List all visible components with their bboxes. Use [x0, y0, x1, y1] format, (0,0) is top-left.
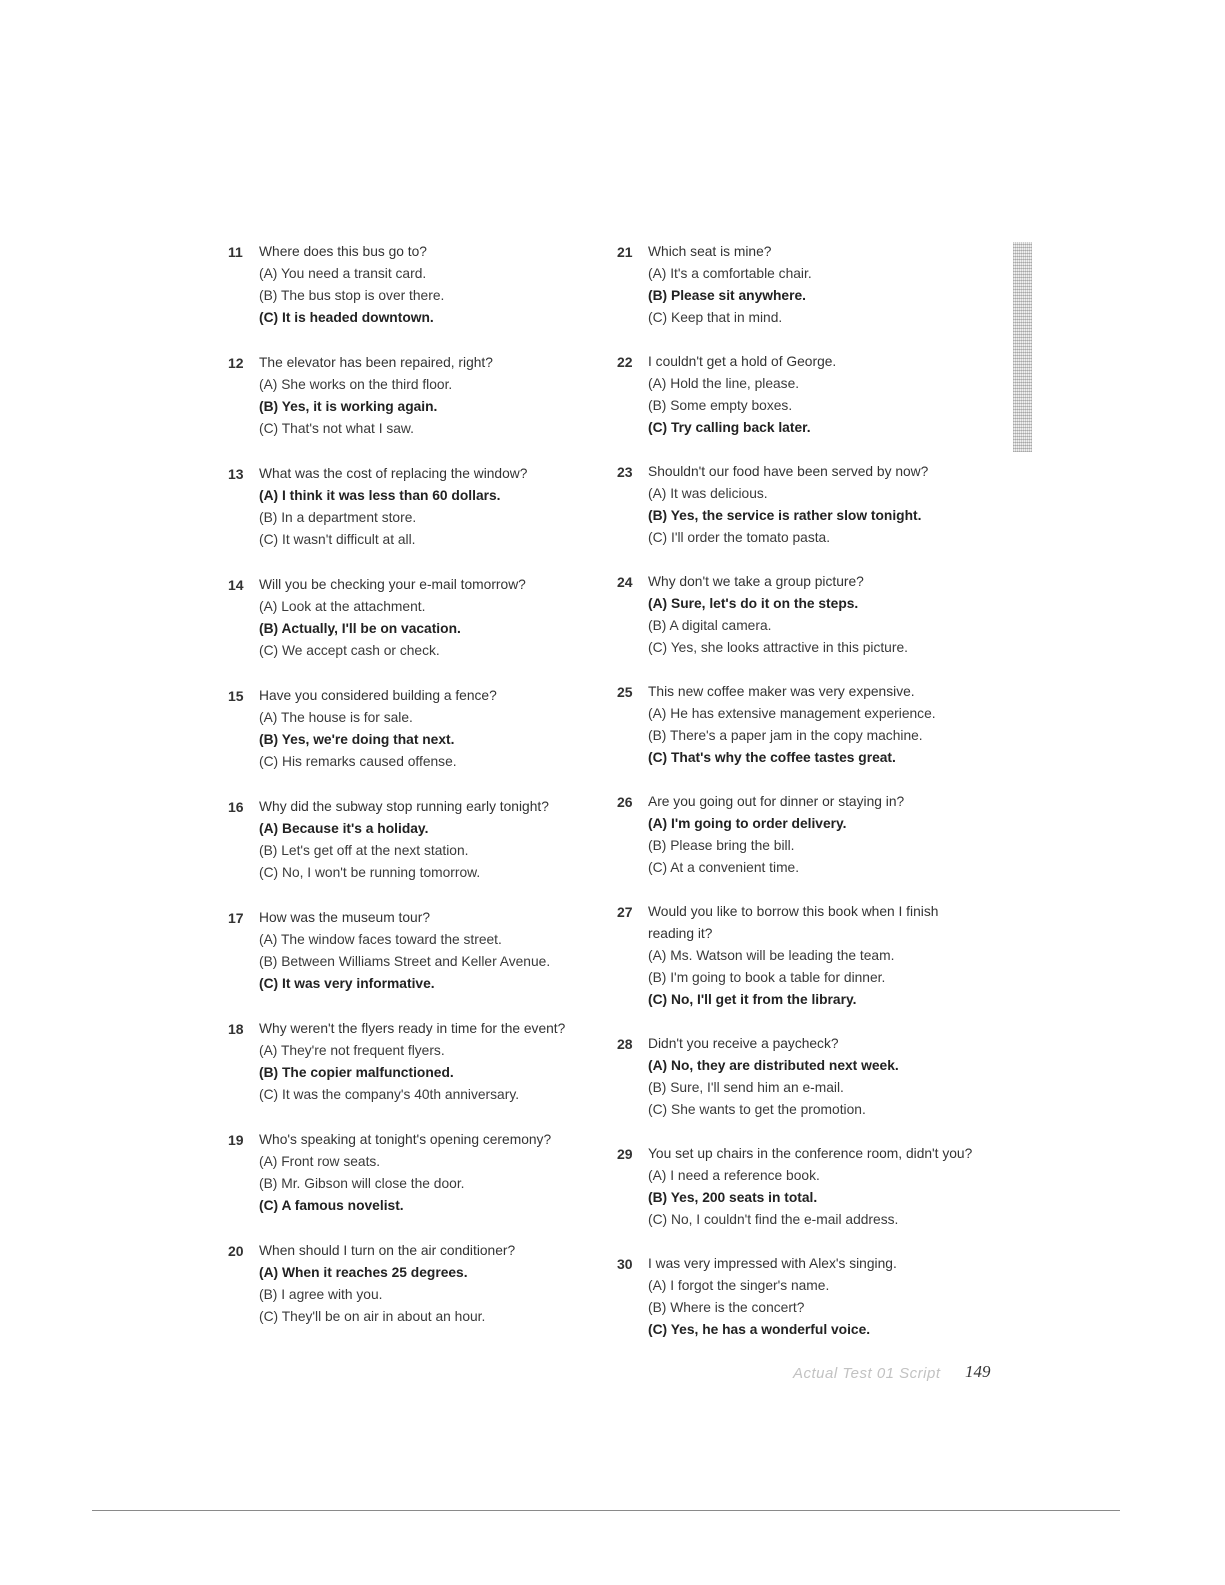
question-text: I was very impressed with Alex's singing. — [648, 1256, 897, 1271]
question-number: 18 — [228, 1021, 244, 1037]
question-14 — [228, 574, 608, 662]
question-text: Why did the subway stop running early tonight? — [259, 799, 549, 814]
question-text: Who's speaking at tonight's opening ceremony? — [259, 1132, 552, 1147]
option-c-correct: (C) Try calling back later. — [648, 420, 811, 435]
question-12 — [228, 352, 608, 440]
question-number: 11 — [228, 244, 243, 260]
option-c: (C) No, I won't be running tomorrow. — [259, 865, 481, 880]
question-25 — [617, 681, 987, 769]
question-text: Which seat is mine? — [648, 244, 772, 259]
option-c: (C) Keep that in mind. — [648, 310, 783, 325]
question-text: This new coffee maker was very expensive. — [648, 684, 915, 699]
option-b: (B) The bus stop is over there. — [259, 288, 445, 303]
option-c: (C) She wants to get the promotion. — [648, 1102, 866, 1117]
question-15 — [228, 685, 608, 773]
option-a-correct: (A) Because it's a holiday. — [259, 821, 429, 836]
option-b-correct: (B) Yes, 200 seats in total. — [648, 1190, 818, 1205]
option-a: (A) It's a comfortable chair. — [648, 266, 812, 281]
question-number: 13 — [228, 466, 244, 482]
question-number: 23 — [617, 464, 633, 480]
question-11 — [228, 241, 608, 329]
question-text: Will you be checking your e-mail tomorrow? — [259, 577, 526, 592]
question-number: 19 — [228, 1132, 244, 1148]
question-text: When should I turn on the air conditioner? — [259, 1243, 516, 1258]
option-c: (C) It was the company's 40th anniversary. — [259, 1087, 520, 1102]
option-c: (C) No, I couldn't find the e-mail address. — [648, 1212, 899, 1227]
question-number: 30 — [617, 1256, 633, 1272]
question-23 — [617, 461, 987, 549]
question-22 — [617, 351, 987, 439]
question-text: How was the museum tour? — [259, 910, 430, 925]
question-text: Why weren't the flyers ready in time for the event? — [259, 1021, 566, 1036]
option-a: (A) It was delicious. — [648, 486, 768, 501]
option-b: (B) I agree with you. — [259, 1287, 383, 1302]
option-c-correct: (C) Yes, he has a wonderful voice. — [648, 1322, 871, 1337]
option-a: (A) I forgot the singer's name. — [648, 1278, 830, 1293]
option-a: (A) Hold the line, please. — [648, 376, 800, 391]
question-number: 16 — [228, 799, 244, 815]
question-number: 12 — [228, 355, 244, 371]
question-text: Shouldn't our food have been served by now? — [648, 464, 929, 479]
option-b-correct: (B) The copier malfunctioned. — [259, 1065, 454, 1080]
option-b: (B) I'm going to book a table for dinner. — [648, 970, 886, 985]
question-17 — [228, 907, 608, 995]
question-number: 15 — [228, 688, 244, 704]
option-b: (B) Sure, I'll send him an e-mail. — [648, 1080, 844, 1095]
question-number: 25 — [617, 684, 633, 700]
option-b-correct: (B) Actually, I'll be on vacation. — [259, 621, 461, 636]
question-27 — [617, 901, 987, 1011]
option-c-correct: (C) A famous novelist. — [259, 1198, 404, 1213]
option-a-correct: (A) I'm going to order delivery. — [648, 816, 847, 831]
question-20 — [228, 1240, 608, 1328]
option-a-correct: (A) No, they are distributed next week. — [648, 1058, 899, 1073]
option-b: (B) Some empty boxes. — [648, 398, 793, 413]
bottom-divider — [92, 1510, 1120, 1511]
question-text: Why don't we take a group picture? — [648, 574, 864, 589]
question-21 — [617, 241, 987, 329]
margin-scan-strip — [1013, 242, 1032, 452]
footer-section-label: Actual Test 01 Script — [793, 1365, 941, 1382]
option-b: (B) In a department store. — [259, 510, 417, 525]
question-number: 26 — [617, 794, 633, 810]
option-a: (A) The house is for sale. — [259, 710, 413, 725]
question-text: I couldn't get a hold of George. — [648, 354, 837, 369]
question-29 — [617, 1143, 987, 1231]
option-a-correct: (A) When it reaches 25 degrees. — [259, 1265, 468, 1280]
question-text: Have you considered building a fence? — [259, 688, 497, 703]
question-text: What was the cost of replacing the window? — [259, 466, 528, 481]
question-number: 17 — [228, 910, 244, 926]
option-c: (C) His remarks caused offense. — [259, 754, 457, 769]
option-a-correct: (A) Sure, let's do it on the steps. — [648, 596, 859, 611]
question-16 — [228, 796, 608, 884]
question-18 — [228, 1018, 608, 1106]
question-13 — [228, 463, 608, 551]
option-b: (B) There's a paper jam in the copy machine. — [648, 728, 923, 743]
question-24 — [617, 571, 987, 659]
question-19 — [228, 1129, 608, 1217]
option-a: (A) The window faces toward the street. — [259, 932, 502, 947]
question-number: 21 — [617, 244, 633, 260]
option-a: (A) I need a reference book. — [648, 1168, 820, 1183]
option-b: (B) Between Williams Street and Keller Avenue. — [259, 954, 551, 969]
option-b: (B) Let's get off at the next station. — [259, 843, 469, 858]
question-text: You set up chairs in the conference room, didn't you? — [648, 1146, 973, 1161]
option-c-correct: (C) That's why the coffee tastes great. — [648, 750, 896, 765]
option-c: (C) They'll be on air in about an hour. — [259, 1309, 486, 1324]
option-c: (C) Yes, she looks attractive in this picture. — [648, 640, 908, 655]
option-c-correct: (C) It was very informative. — [259, 976, 435, 991]
option-c-correct: (C) It is headed downtown. — [259, 310, 434, 325]
option-c-correct: (C) No, I'll get it from the library. — [648, 992, 857, 1007]
option-a: (A) Front row seats. — [259, 1154, 381, 1169]
option-b: (B) A digital camera. — [648, 618, 772, 633]
option-a: (A) Look at the attachment. — [259, 599, 426, 614]
option-b-correct: (B) Yes, the service is rather slow tonight. — [648, 508, 922, 523]
question-number: 29 — [617, 1146, 633, 1162]
question-text: The elevator has been repaired, right? — [259, 355, 493, 370]
option-c: (C) We accept cash or check. — [259, 643, 440, 658]
question-text: Are you going out for dinner or staying in? — [648, 794, 905, 809]
page-number: 149 — [965, 1362, 991, 1381]
option-b-correct: (B) Yes, it is working again. — [259, 399, 438, 414]
question-text: Didn't you receive a paycheck? — [648, 1036, 839, 1051]
option-a: (A) She works on the third floor. — [259, 377, 453, 392]
right-column — [617, 241, 987, 1363]
option-b: (B) Where is the concert? — [648, 1300, 805, 1315]
option-a: (A) He has extensive management experience. — [648, 706, 936, 721]
option-c: (C) That's not what I saw. — [259, 421, 414, 436]
option-b-correct: (B) Yes, we're doing that next. — [259, 732, 455, 747]
option-a: (A) They're not frequent flyers. — [259, 1043, 445, 1058]
question-number: 28 — [617, 1036, 633, 1052]
question-28 — [617, 1033, 987, 1121]
option-a: (A) You need a transit card. — [259, 266, 427, 281]
option-a-correct: (A) I think it was less than 60 dollars. — [259, 488, 501, 503]
question-26 — [617, 791, 987, 879]
option-c: (C) It wasn't difficult at all. — [259, 532, 416, 547]
option-b: (B) Mr. Gibson will close the door. — [259, 1176, 465, 1191]
question-number: 24 — [617, 574, 633, 590]
option-c: (C) I'll order the tomato pasta. — [648, 530, 831, 545]
option-a: (A) Ms. Watson will be leading the team. — [648, 948, 895, 963]
left-column — [228, 241, 608, 1351]
question-number: 20 — [228, 1243, 244, 1259]
option-b: (B) Please bring the bill. — [648, 838, 795, 853]
question-number: 14 — [228, 577, 244, 593]
question-text: Where does this bus go to? — [259, 244, 427, 259]
option-b-correct: (B) Please sit anywhere. — [648, 288, 806, 303]
option-c: (C) At a convenient time. — [648, 860, 800, 875]
question-30 — [617, 1253, 987, 1341]
question-text: Would you like to borrow this book when I finish reading it? — [648, 904, 939, 941]
question-number: 22 — [617, 354, 633, 370]
question-number: 27 — [617, 904, 633, 920]
